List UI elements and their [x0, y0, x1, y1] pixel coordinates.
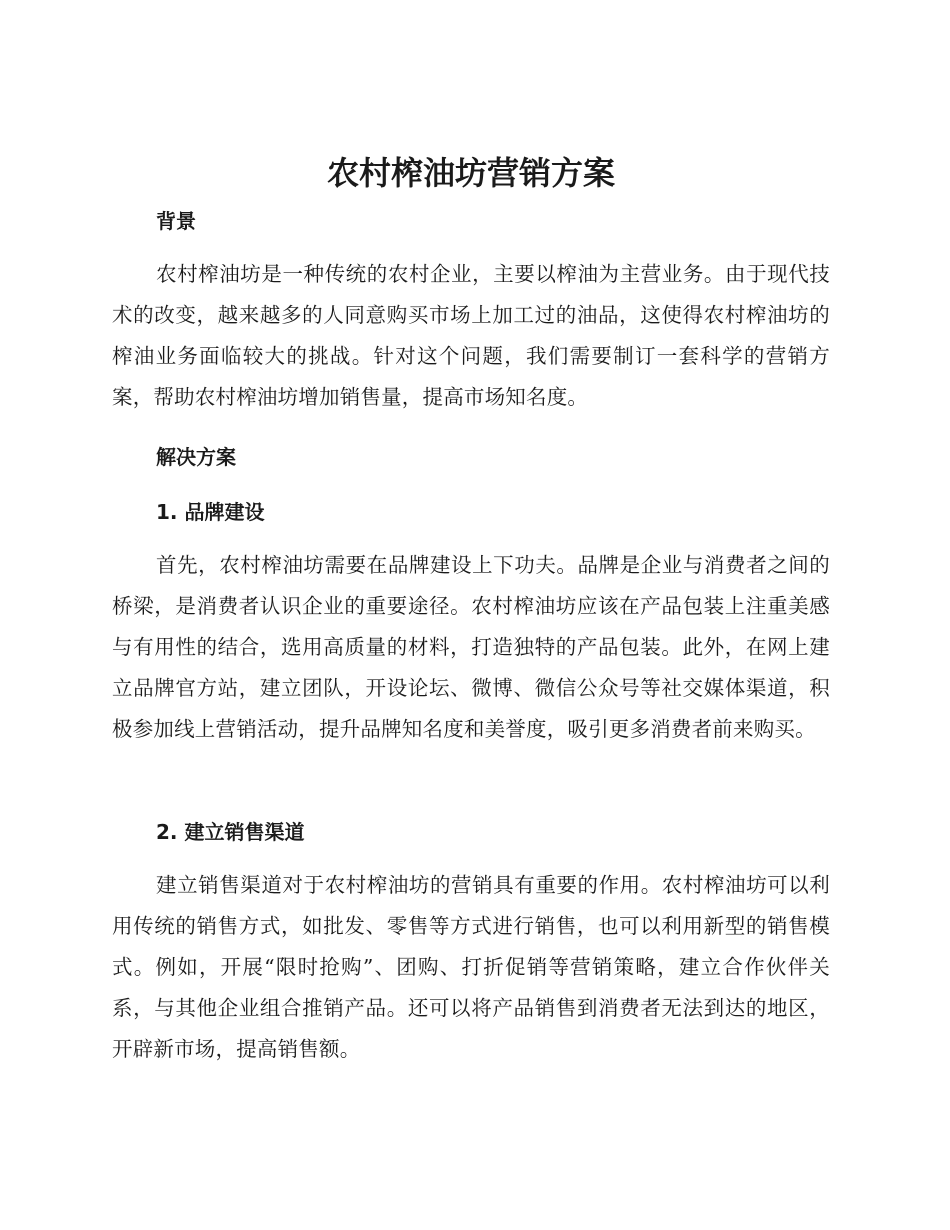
document-title: 农村榨油坊营销方案 — [326, 154, 615, 192]
section-paragraph-background: 农村榨油坊是一种传统的农村企业，主要以榨油为主营业务。由于现代技术的改变，越来越多的人同意购买市场上加工过的油品，这使得农村榨油坊的榨油业务面临较大的挑战。针对这个问题，我们需要制订一套科学的营销方案，帮助农村榨油坊增加销售量，提高市场知名度。 — [112, 262, 830, 409]
section-heading-sales-channels: 2. 建立销售渠道 — [156, 820, 305, 844]
section-paragraph-sales-channels: 建立销售渠道对于农村榨油坊的营销具有重要的作用。农村榨油坊可以利用传统的销售方式，如批发、零售等方式进行销售，也可以利用新型的销售模式。例如，开展“限时抢购”、团购、打折促销等营销策略，建立合作伙伴关系，与其他企业组合推销产品。还可以将产品销售到消费者无法到达的地区，开辟新市场，提高销售额。 — [112, 873, 830, 1061]
section-heading-solution: 解决方案 — [156, 445, 236, 469]
section-heading-background: 背景 — [156, 209, 196, 233]
section-paragraph-brand-building: 首先，农村榨油坊需要在品牌建设上下功夫。品牌是企业与消费者之间的桥梁，是消费者认识企业的重要途径。农村榨油坊应该在产品包装上注重美感与有用性的结合，选用高质量的材料，打造独特的产品包装。此外，在网上建立品牌官方站，建立团队，开设论坛、微博、微信公众号等社交媒体渠道，积极参加线上营销活动，提升品牌知名度和美誉度，吸引更多消费者前来购买。 — [112, 553, 830, 741]
section-heading-brand-building: 1. 品牌建设 — [156, 500, 265, 524]
